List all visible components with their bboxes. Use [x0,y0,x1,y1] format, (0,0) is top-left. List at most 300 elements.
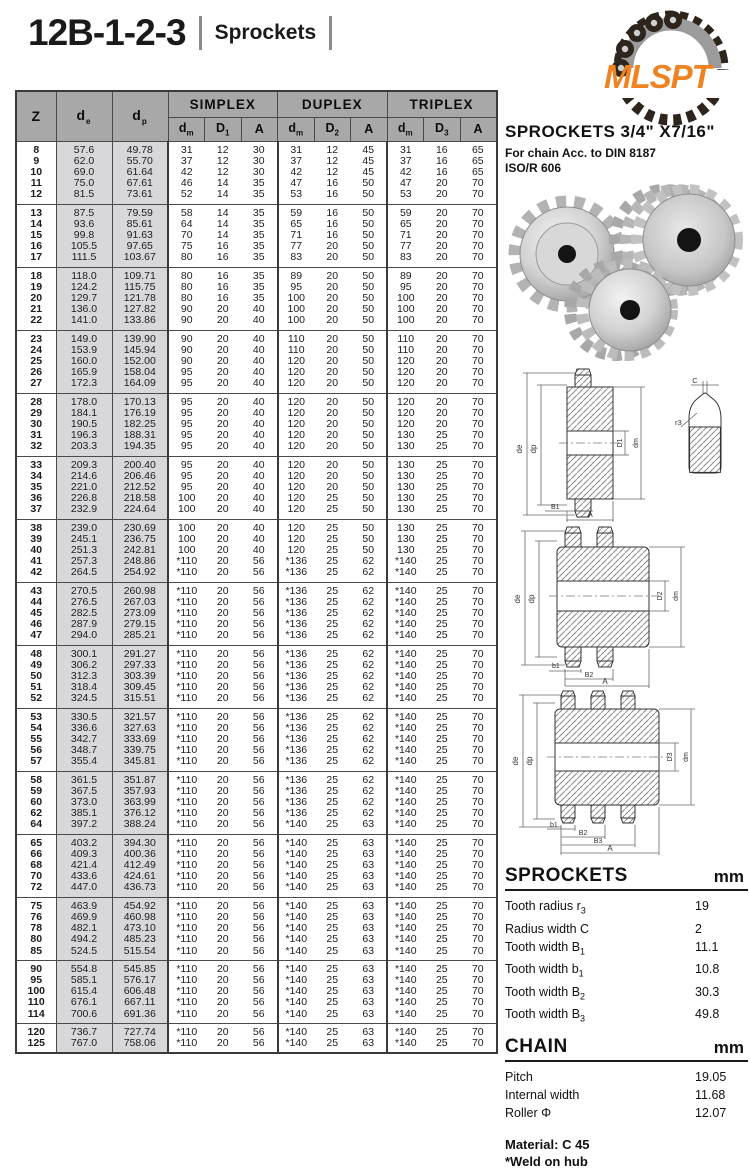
spec-sprockets-unit: mm [713,867,744,886]
table-row [16,708,497,723]
table-cell: 58 [16,771,56,786]
table-cell: 25 [435,710,448,723]
table-cell: 25 [435,1007,448,1020]
table-cell: 400.36 [112,849,168,860]
table-cell: 25 [435,773,448,786]
table-cell: 120 [278,504,315,519]
table-cell: 63 [362,1036,375,1049]
table-cell: 230.69 [112,519,168,534]
table-cell: 25 [435,807,448,820]
table-row [16,834,497,849]
table-cell: 20 [435,303,448,316]
table-cell: 56 [252,910,265,923]
table-cell: 242.81 [112,545,168,556]
table-cell: 70 [471,228,484,241]
table-cell: 50 [16,671,56,682]
table-cell: 70 [471,269,484,282]
table-cell: 56 [252,595,265,608]
table-cell: 25 [326,1036,339,1049]
table-cell: 31 [387,141,424,156]
table-cell: 54 [16,723,56,734]
table-cell: 70 [471,458,484,471]
table-cell: 20 [216,721,229,734]
table-cell: 75 [180,240,193,253]
table-cell: *110 [176,847,198,860]
table-cell: 33 [16,456,56,471]
table-cell: *136 [278,745,315,756]
table-cell: 71 [387,230,424,241]
table-cell: *140 [278,912,315,923]
table-row [16,997,497,1008]
table-cell: 130 [387,471,424,482]
table-cell: 64 [16,819,56,834]
table-cell: 105.5 [56,241,112,252]
spec-value: 11.68 [695,1087,726,1102]
table-cell: 95 [180,406,193,419]
table-cell: 25 [326,796,339,809]
table-cell: 95 [387,282,424,293]
row-group [16,708,497,771]
table-cell: 56 [252,859,265,872]
spec-label: Tooth width $B_3$ [505,1007,586,1024]
table-row [16,393,497,408]
table-cell: 70 [471,521,484,534]
table-cell: 50 [362,521,375,534]
table-cell: 25 [435,532,448,545]
table-cell: 62 [362,755,375,768]
table-cell: 25 [326,922,339,935]
table-cell: 39 [16,534,56,545]
table-cell: *140 [387,882,424,897]
table-cell: 38 [16,519,56,534]
table-cell: 37 [16,504,56,519]
row-group [16,204,497,267]
table-cell: 37 [387,156,424,167]
sub-col-header: A [241,117,278,141]
table-cell: 70 [471,818,484,831]
table-cell: *140 [278,882,315,897]
table-cell: 62 [362,670,375,683]
table-cell: 214.6 [56,471,112,482]
table-cell: *110 [176,555,198,568]
table-cell: 20 [435,417,448,430]
table-cell: 100 [387,315,424,330]
table-cell: 70 [471,870,484,883]
table-cell: *110 [176,681,198,694]
table-cell: 239.0 [56,519,112,534]
table-cell: 70 [471,607,484,620]
table-cell: 736.7 [56,1023,112,1038]
right-panel [505,122,748,1170]
table-row [16,252,497,267]
table-cell: 20 [216,847,229,860]
table-cell: 111.5 [56,252,112,267]
table-cell: *110 [176,1007,198,1020]
table-cell: *136 [278,797,315,808]
spec-label: Tooth width $B_2$ [505,984,586,1001]
table-cell: 63 [362,996,375,1009]
table-cell: 70 [471,188,484,201]
table-cell: 20 [326,251,339,264]
table-cell: 40 [252,395,265,408]
table-cell: 25 [435,544,448,556]
table-cell: *140 [278,960,315,975]
table-cell: 80 [180,280,193,293]
table-cell: *136 [278,619,315,630]
table-cell: 23 [16,330,56,345]
table-cell: 267.03 [112,597,168,608]
table-cell: 182.25 [112,419,168,430]
table-cell: *110 [176,910,198,923]
table-cell: 25 [326,807,339,820]
table-cell: 120 [278,519,315,534]
table-cell: 62 [362,710,375,723]
table-cell: 100 [278,315,315,330]
table-cell: 99.8 [56,230,112,241]
table-cell: 56 [252,710,265,723]
table-cell: *140 [387,786,424,797]
table-cell: 56 [252,692,265,705]
table-cell: 25 [435,607,448,620]
table-cell: 25 [326,647,339,660]
page-title-word: Sprockets [214,21,317,44]
table-cell: 56 [16,745,56,756]
table-cell: 25 [326,944,339,957]
table-cell: 394.30 [112,834,168,849]
table-cell: 50 [362,503,375,516]
table-cell: 145.94 [112,345,168,356]
table-cell: *140 [278,897,315,912]
table-row [16,960,497,975]
table-cell: 25 [326,733,339,746]
table-cell: 62 [362,629,375,642]
table-cell: 300.1 [56,645,112,660]
table-cell: 120 [278,367,315,378]
table-cell: 20 [216,818,229,831]
row-group [16,519,497,582]
table-cell: 47 [16,630,56,645]
table-cell: 100 [177,492,196,505]
right-subline-1: For chain Acc. to DIN 8187 [505,146,656,160]
table-cell: 515.54 [112,946,168,961]
table-cell: 424.61 [112,871,168,882]
table-cell: 80 [180,291,193,304]
table-cell: 436.73 [112,882,168,897]
table-cell: 25 [326,1025,339,1038]
table-cell: 100 [177,521,196,534]
table-cell: 421.4 [56,860,112,871]
table-cell: 25 [435,796,448,809]
table-cell: 454.92 [112,897,168,912]
table-cell: 50 [362,377,375,390]
sub-col-header: $D_3$ [424,117,461,141]
table-cell: *140 [387,923,424,934]
sub-col-header: A [351,117,388,141]
table-cell: 120 [278,493,315,504]
table-cell: 62 [362,796,375,809]
table-cell: 110 [16,997,56,1008]
table-row [16,819,497,834]
table-cell: 50 [362,280,375,293]
table-cell: 56 [252,962,265,975]
spec-sprockets-section [505,865,748,1028]
table-cell: 16 [216,280,229,293]
table-cell: *140 [387,975,424,986]
table-cell: 53 [387,189,424,204]
material-note [505,1136,748,1170]
table-cell: 25 [326,933,339,946]
table-cell: 50 [362,469,375,482]
table-cell: *110 [176,692,198,705]
table-cell: 158.04 [112,367,168,378]
table-cell: 56 [252,1025,265,1038]
table-cell: 40 [252,354,265,367]
table-cell: 20 [216,395,229,408]
table-cell: 25 [326,973,339,986]
table-cell: 62.0 [56,156,112,167]
table-cell: 160.0 [56,356,112,367]
table-cell: 25 [326,773,339,786]
table-cell: 25 [326,859,339,872]
table-cell: 80 [180,269,193,282]
sprocket-photos [505,182,748,360]
table-cell: 100 [177,503,196,516]
table-cell: 25 [435,996,448,1009]
table-cell: 606.48 [112,986,168,997]
table-cell: 110 [387,330,424,345]
table-cell: 120 [387,408,424,419]
svg-text:dm: dm [683,752,690,762]
table-cell: 25 [435,818,448,831]
table-cell: 165.9 [56,367,112,378]
table-cell: 270.5 [56,582,112,597]
table-cell: 56 [252,584,265,597]
table-row [16,897,497,912]
table-cell: 460.98 [112,912,168,923]
table-cell: 65 [16,834,56,849]
table-cell: *110 [176,721,198,734]
table-cell: 109.71 [112,267,168,282]
table-cell: *140 [387,556,424,567]
table-cell: 56 [252,629,265,642]
table-cell: 25 [435,658,448,671]
spec-value: 19 [695,899,709,913]
table-cell: 42 [180,165,193,178]
table-row [16,693,497,708]
table-cell: 40 [252,440,265,453]
table-cell: 68 [16,860,56,871]
table-cell: 14 [216,177,229,190]
table-cell: 56 [252,818,265,831]
table-cell: 77 [387,241,424,252]
table-cell: *136 [278,682,315,693]
svg-text:dp: dp [527,594,536,604]
table-cell: 20 [216,933,229,946]
table-cell: 70 [471,647,484,660]
table-cell: 25 [435,469,448,482]
table-cell: 12 [326,143,339,156]
table-cell: 14 [216,217,229,230]
table-cell: 30 [252,143,265,156]
table-cell: 25 [435,944,448,957]
table-cell: *110 [176,566,198,579]
table-cell: 25 [435,647,448,660]
table-cell: 56 [252,985,265,998]
table-cell: 25 [326,755,339,768]
table-cell: 63 [362,933,375,946]
row-group [16,897,497,960]
table-cell: 45 [362,143,375,156]
svg-text:de: de [513,594,522,604]
table-cell: 70 [471,933,484,946]
table-cell: 28 [16,393,56,408]
table-row [16,189,497,204]
row-group [16,267,497,330]
table-cell: 70 [471,836,484,849]
table-cell: 56 [252,670,265,683]
table-cell: *110 [176,595,198,608]
table-cell: *140 [387,934,424,945]
table-cell: 25 [326,492,339,505]
table-cell: 56 [252,647,265,660]
table-cell: 78 [16,923,56,934]
table-cell: 25 [326,532,339,545]
table-cell: 188.31 [112,430,168,441]
table-cell: *140 [278,986,315,997]
table-cell: 125 [16,1038,56,1053]
table-cell: 70 [471,417,484,430]
table-cell: 63 [362,922,375,935]
table-cell: 62 [362,647,375,660]
table-cell: 27 [16,378,56,393]
table-cell: 176.19 [112,408,168,419]
table-cell: 16 [326,177,339,190]
table-cell: 20 [216,303,229,316]
table-cell: 409.3 [56,849,112,860]
table-cell: 25 [435,784,448,797]
table-cell: 130 [387,456,424,471]
table-cell: 20 [216,899,229,912]
table-cell: 20 [216,343,229,356]
table-cell: *140 [387,660,424,671]
table-cell: 327.63 [112,723,168,734]
table-cell: 34 [16,471,56,482]
table-cell: 56 [252,755,265,768]
table-cell: 50 [362,343,375,356]
table-cell: *140 [387,808,424,819]
table-cell: 700.6 [56,1009,112,1024]
table-cell: 130 [387,519,424,534]
table-cell: 70 [471,343,484,356]
table-cell: 57.6 [56,141,112,156]
col-header-de: $d_e$ [56,91,112,141]
table-cell: 361.5 [56,771,112,786]
table-cell: 25 [435,521,448,534]
table-cell: 494.2 [56,934,112,945]
table-cell: 63 [362,847,375,860]
table-cell: 46 [180,177,193,190]
table-cell: 20 [216,973,229,986]
table-cell: 42 [387,167,424,178]
table-cell: 190.5 [56,419,112,430]
table-cell: 35 [252,291,265,304]
table-cell: 70 [471,406,484,419]
table-cell: 251.3 [56,545,112,556]
table-cell: 60 [16,797,56,808]
table-cell: 25 [326,629,339,642]
table-cell: 56 [252,899,265,912]
table-cell: 65 [278,219,315,230]
table-cell: 31 [16,430,56,441]
table-cell: 56 [252,996,265,1009]
table-cell: 87.5 [56,204,112,219]
table-cell: *140 [278,834,315,849]
svg-text:dm: dm [673,591,680,601]
table-cell: 70 [471,996,484,1009]
table-cell: 20 [216,366,229,379]
table-cell: 25 [326,962,339,975]
table-cell: 56 [252,555,265,568]
table-cell: 12 [216,143,229,156]
table-cell: 62 [362,618,375,631]
table-cell: 14 [216,188,229,201]
table-cell: 25 [435,881,448,894]
table-cell: 129.7 [56,293,112,304]
table-cell: *140 [387,834,424,849]
table-cell: 56 [252,922,265,935]
table-cell: 70 [471,847,484,860]
table-cell: 20 [216,922,229,935]
table-cell: 50 [362,458,375,471]
table-cell: 42 [16,567,56,582]
table-cell: 25 [435,480,448,493]
table-cell: 20 [216,555,229,568]
table-cell: *140 [387,693,424,708]
table-cell: 25 [326,595,339,608]
table-cell: 50 [362,332,375,345]
table-cell: 40 [252,503,265,516]
table-cell: 20 [435,188,448,201]
svg-text:B2: B2 [578,830,588,837]
table-cell: 209.3 [56,456,112,471]
table-cell: 25 [435,503,448,516]
table-cell: 20 [216,629,229,642]
table-cell: 336.6 [56,723,112,734]
table-cell: 40 [252,521,265,534]
table-cell: 25 [435,870,448,883]
table-cell: 89 [278,267,315,282]
table-cell: *140 [278,860,315,871]
table-cell: 70 [471,555,484,568]
table-cell: 25 [326,1007,339,1020]
svg-text:D2: D2 [657,591,664,601]
spec-row [505,938,748,961]
table-cell: 20 [216,503,229,516]
table-cell: 318.4 [56,682,112,693]
table-cell: 25 [435,692,448,705]
table-cell: 20 [216,692,229,705]
table-cell: 20 [216,618,229,631]
table-cell: 20 [216,417,229,430]
table-cell: 120 [278,471,315,482]
table-cell: 70 [471,240,484,253]
table-cell: 36 [16,493,56,504]
table-cell: 20 [435,206,448,219]
table-cell: 20 [216,1036,229,1049]
table-cell: 25 [435,440,448,453]
table-cell: 25 [326,985,339,998]
table-cell: 667.11 [112,997,168,1008]
